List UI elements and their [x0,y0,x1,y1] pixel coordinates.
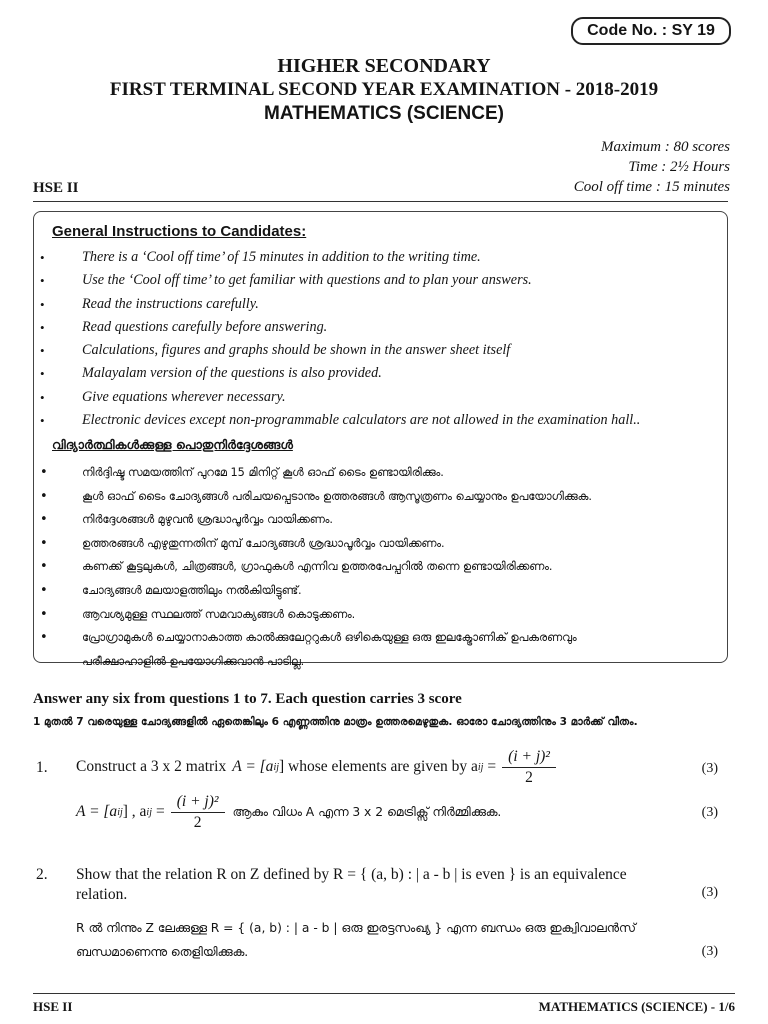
class-label: HSE II [33,180,79,196]
code-number: Code No. : SY 19 [571,17,731,45]
footer-divider [33,993,735,994]
cool-off-time: Cool off time : 15 minutes [573,179,730,195]
list-item: • Electronic devices except non-programmable calculators are not allowed in the examination hall.. [40,409,700,432]
score: (3) [701,885,718,900]
list-item: • Read questions carefully before answering. [40,316,700,339]
fraction-denominator: 2 [525,768,533,786]
section-instruction-malayalam: 1 മുതൽ 7 വരെയുള്ള ചോദ്യങ്ങളിൽ ഏതെങ്കിലും 6 എണ്ണത്തിനു മാത്രം ഉത്തരമെഴുതുക. ഓരോ ചോദ്യത്തിനും 3 മാർക്ക് വീതം. [33,716,638,728]
footer-left: HSE II [33,999,73,1014]
question-1-text-cont: ] whose elements are given by a [279,758,478,775]
fraction-denominator: 2 [193,813,202,831]
instructions-title: General Instructions to Candidates: [52,223,307,240]
fraction [171,792,225,833]
list-item: • Malayalam version of the questions is also provided. [40,362,700,385]
list-item: • കണക്ക് കൂട്ടലുകൾ, ചിത്രങ്ങൾ, ഗ്രാഫുകൾ എന്നിവ ഉത്തരപേപ്പറിൽ തന്നെ ഉണ്ടായിരിക്കണം. [40,555,720,579]
question-malayalam: A = [a ij ] , a ij = $\frac{\text{(i + j)²}}{2}$ ആകും വിധം A എന്ന 3 x 2 മെട്രിക്സ് നിർമ്മിക്കുക. [76,792,502,831]
malayalam-instructions-list [40,461,720,674]
header-divider [33,201,728,202]
fraction-numerator: (i + j)² [171,792,225,813]
matrix-subscript: ij [273,761,279,773]
footer-right: MATHEMATICS (SCIENCE) - 1/6 [538,999,735,1014]
list-item: • There is a ‘Cool off time’ of 15 minutes in addition to the writing time. [40,246,700,269]
matrix-expr: A = [a [232,758,274,775]
score: (3) [701,944,718,959]
list-item: പരീക്ഷാഹാളിൽ ഉപയോഗിക്കുവാൻ പാടില്ല. [82,654,305,668]
maximum-score: Maximum : 80 scores [600,139,730,155]
exam-time: Time : 2½ Hours [628,159,730,175]
question-1-malayalam-text: ആകും വിധം A എന്ന 3 x 2 മെട്രിക്സ് നിർമ്മിക്കുക. [232,804,502,819]
instructions-list [40,246,700,432]
fraction-numerator: (i + j)² [502,747,556,768]
list-item: • നിർദ്ദേശങ്ങൾ മുഴുവൻ ശ്രദ്ധാപൂർവ്വം വായിക്കണം. [40,508,720,532]
fraction [502,747,556,788]
question-2-text-cont: relation. [76,886,128,903]
list-item: • Give equations wherever necessary. [40,386,700,409]
list-item: • ഉത്തരങ്ങൾ എഴുതുന്നതിന് മുമ്പ് ചോദ്യങ്ങൾ ശ്രദ്ധാപൂർവ്വം വായിക്കണം. [40,532,720,556]
score: (3) [701,761,718,776]
list-item: • Read the instructions carefully. [40,293,700,316]
question-number: 2. [36,866,48,883]
score: (3) [701,805,718,820]
matrix-expr: A = [a [76,803,118,820]
list-item: • നിർദ്ദിഷ്ട സമയത്തിന് പുറമേ 15 മിനിറ്റ് കൂൾ ഓഫ് ടൈം ഉണ്ടായിരിക്കും. [40,461,720,485]
subject-title: MATHEMATICS (SCIENCE) [264,103,504,124]
matrix-expr-cont: ] , a [122,803,147,820]
question-2-malayalam-line2: ബന്ധമാണെന്നു തെളിയിക്കുക. [76,945,249,959]
question-1-text: Construct a 3 x 2 matrix [76,758,227,775]
matrix-subscript: ij [117,806,123,818]
exam-title: FIRST TERMINAL SECOND YEAR EXAMINATION - 2018-2019 [109,79,659,100]
section-instruction: Answer any six from questions 1 to 7. Each question carries 3 score [33,691,462,707]
question-text: Construct a 3 x 2 matrix A = [a ij ] whose elements are given by a ij = $\frac{\text{(i + j)²}}{2}$ [76,745,558,789]
question-2-text: Show that the relation R on Z defined by R = { (a, b) : | a - b | is even } is an equivalence [76,866,627,883]
question-number: 1. [36,759,48,776]
list-item: • കൂൾ ഓഫ് ടൈം ചോദ്യങ്ങൾ പരിചയപ്പെടാനും ഉത്തരങ്ങൾ ആസൂത്രണം ചെയ്യാനും ഉപയോഗിക്കുക. [40,485,720,509]
list-item: • പ്രോഗ്രാമുകൾ ചെയ്യാനാകാത്ത കാൽക്കുലേറ്ററുകൾ ഒഴികെയുള്ള ഒരു ഇലക്ട്രോണിക് ഉപകരണവും [40,626,720,650]
element-subscript: ij [146,806,152,818]
element-subscript: ij [477,761,484,773]
list-item: • ആവശ്യമുള്ള സ്ഥലത്ത് സമവാക്യങ്ങൾ കൊടുക്കണം. [40,603,720,627]
malayalam-instructions-title: വിദ്യാർത്ഥികൾക്കുള്ള പൊതുനിർദ്ദേശങ്ങൾ [52,437,293,452]
list-item: • Calculations, figures and graphs should be shown in the answer sheet itself [40,339,700,362]
question-2-malayalam-line1: R ൽ നിന്നും Z ലേക്കുള്ള R = { (a, b) : | a - b | ഒരു ഇരട്ടസംഖ്യ } എന്ന ബന്ധം ഒരു ഇക്വിവാലൻസ് [76,921,636,935]
exam-board: HIGHER SECONDARY [277,55,491,77]
list-item: • ചോദ്യങ്ങൾ മലയാളത്തിലും നൽകിയിട്ടുണ്ട്. [40,579,720,603]
list-item: • Use the ‘Cool off time’ to get familiar with questions and to plan your answers. [40,269,700,292]
